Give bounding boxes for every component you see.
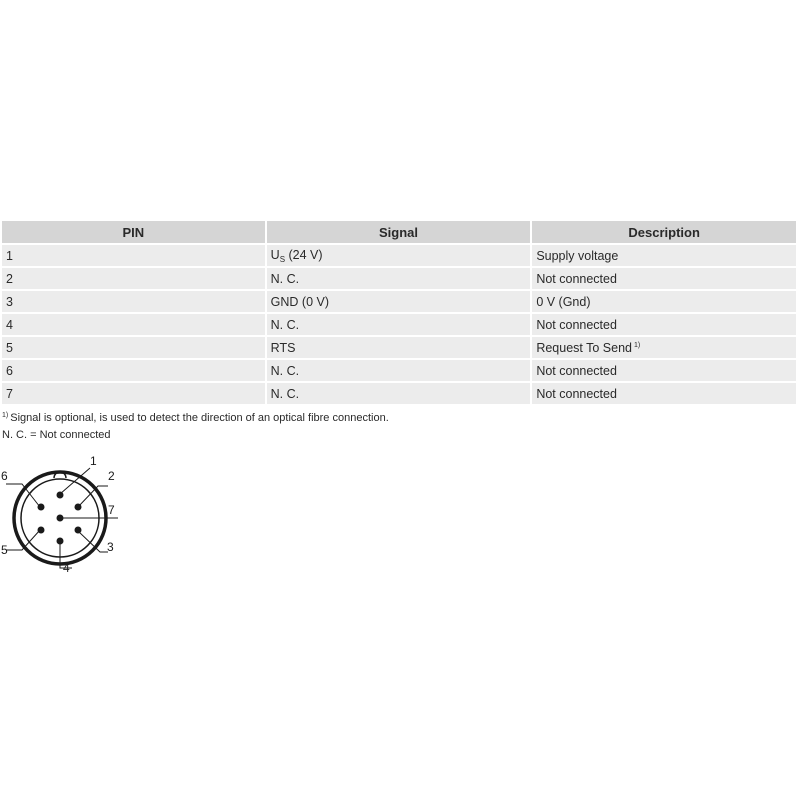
pin-cell: 3 — [2, 291, 265, 314]
header-pin: PIN — [2, 221, 265, 245]
pin-1-dot — [57, 492, 64, 499]
description-cell: Not connected — [532, 383, 796, 406]
pin-cell: 2 — [2, 268, 265, 291]
signal-cell: N. C. — [267, 314, 531, 337]
pin-cell: 1 — [2, 245, 265, 268]
label-pin-3: 3 — [107, 540, 114, 554]
table-header-row — [2, 221, 796, 245]
connector-pinout-diagram — [0, 450, 130, 580]
description-cell: Not connected — [532, 360, 796, 383]
label-pin-1: 1 — [90, 454, 97, 468]
label-pin-7: 7 — [108, 503, 115, 517]
description-cell: Request To Send $^{1)}$ — [532, 337, 796, 360]
pin-3-dot — [75, 527, 82, 534]
label-pin-5: 5 — [1, 543, 8, 557]
table-row — [2, 360, 796, 383]
signal-cell: N. C. — [267, 268, 531, 291]
header-description: Description — [532, 221, 796, 245]
description-cell: 0 V (Gnd) — [532, 291, 796, 314]
table-row — [2, 268, 796, 291]
signal-cell: N. C. — [267, 360, 531, 383]
description-cell: Not connected — [532, 314, 796, 337]
description-cell: Not connected — [532, 268, 796, 291]
table-row — [2, 383, 796, 406]
signal-cell: GND (0 V) — [267, 291, 531, 314]
table-row — [2, 245, 796, 268]
description-cell: Supply voltage — [532, 245, 796, 268]
table-row — [2, 337, 796, 360]
label-pin-6: 6 — [1, 469, 8, 483]
pin-cell: 7 — [2, 383, 265, 406]
label-pin-2: 2 — [108, 469, 115, 483]
signal-cell: RTS — [267, 337, 531, 360]
pin-cell: 5 — [2, 337, 265, 360]
header-signal: Signal — [267, 221, 531, 245]
label-pin-4: 4 — [63, 561, 70, 575]
footnote-ref: 1) — [634, 341, 641, 349]
pin-cell: 4 — [2, 314, 265, 337]
footnote — [2, 407, 389, 427]
pin-2-dot — [75, 504, 82, 511]
signal-cell: N. C. — [267, 383, 531, 406]
pin-assignment-table — [0, 221, 798, 406]
pin-cell: 6 — [2, 360, 265, 383]
pin-5-dot — [38, 527, 45, 534]
table-notes — [2, 407, 389, 444]
pin-7-dot — [57, 515, 64, 522]
pin-6-dot — [38, 504, 45, 511]
signal-cell: $U_S$ (24 V) — [267, 245, 531, 268]
table-row — [2, 314, 796, 337]
footnote-marker: 1) — [2, 412, 9, 419]
table-row — [2, 291, 796, 314]
pin-4-dot — [57, 538, 64, 545]
footnote-text: Signal is optional, is used to detect the direction of an optical fibre connection. — [10, 412, 389, 424]
nc-legend: N. C. = Not connected — [2, 429, 111, 441]
